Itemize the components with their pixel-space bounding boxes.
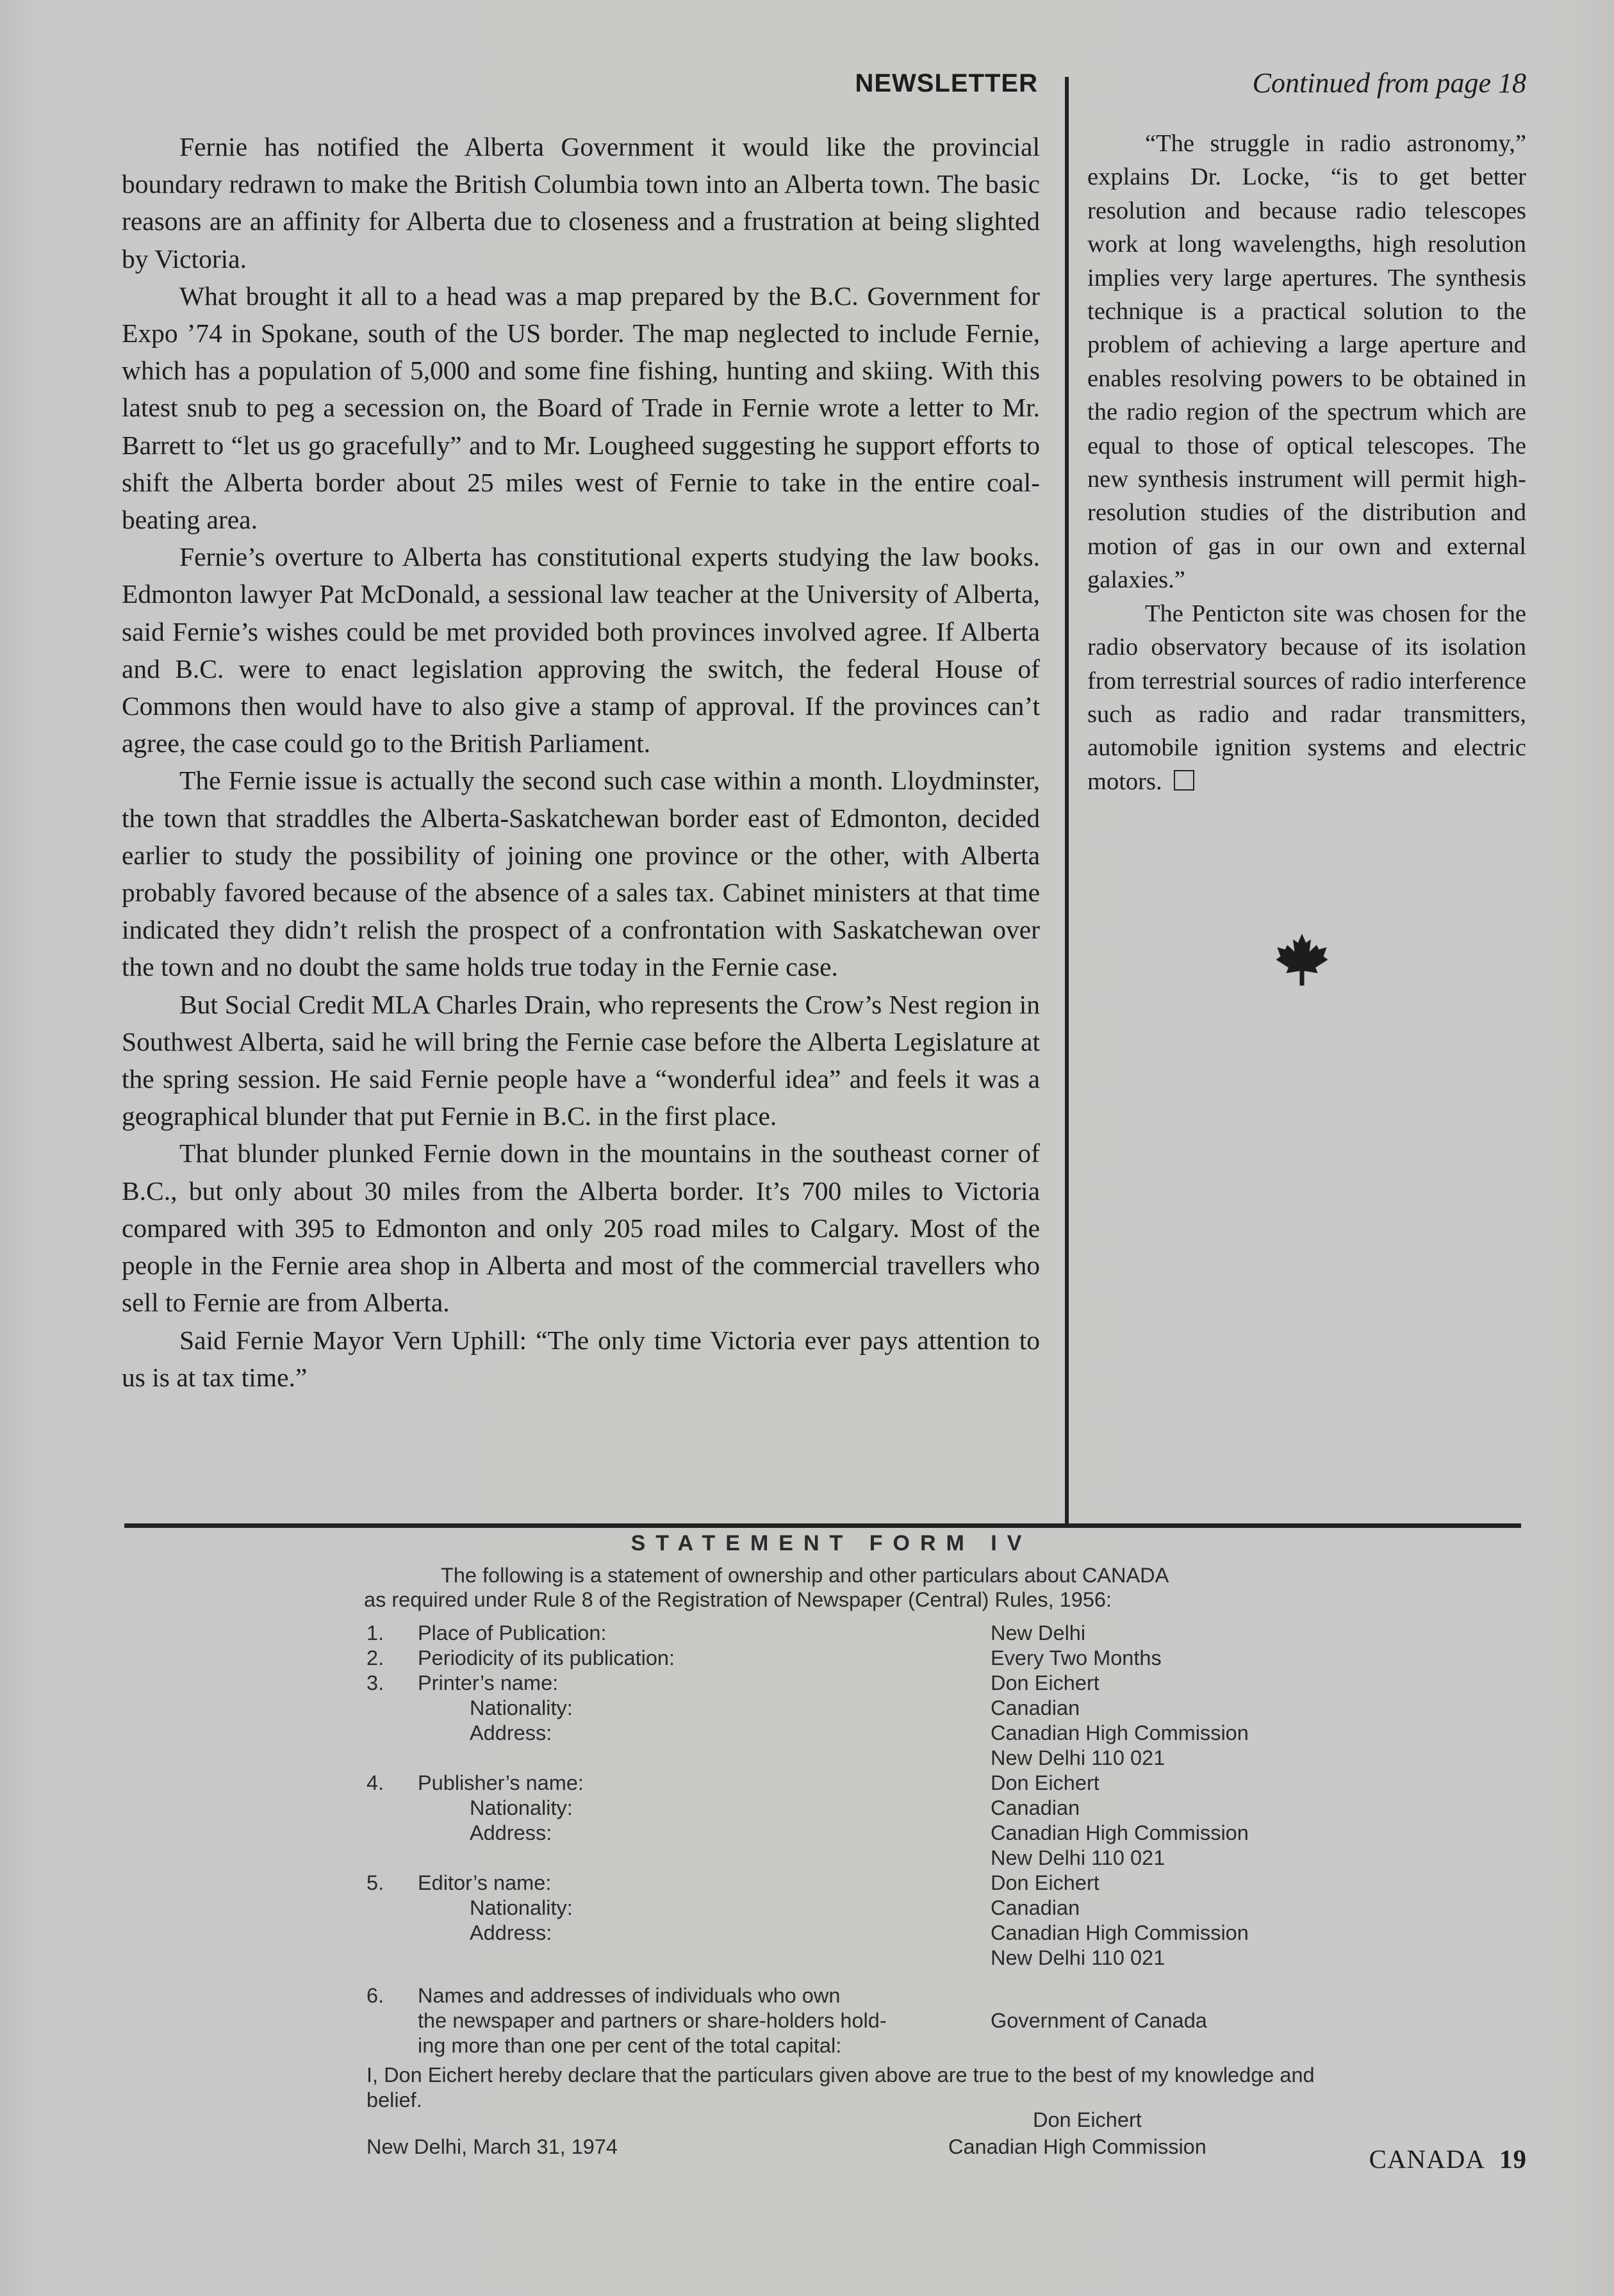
left-article-column [122,128,1040,1396]
right-article-column [1087,127,1526,798]
article-paragraph: What brought it all to a head was a map prepared by the B.C. Government for Expo ’74 in Spokane, south of the US border. The map neglected to include Fernie, which has a population of 5,000 and some fine fishing, hunting and skiing. With this latest snub to peg a secession on, the Board of Trade in Fernie wrote a letter to Mr. Barrett to “let us go gracefully” and to Mr. Lougheed suggesting he support efforts to shift the Alberta border about 25 miles west of Fernie to take in the entire coal-beating area. [122,281,1040,535]
item-label: Printer’s name: [418,1671,559,1694]
statement-item [0,1671,1614,1696]
place-and-date: New Delhi, March 31, 1974 [366,2135,618,2158]
statement-subitem [0,1746,1614,1771]
continued-note: Continued from page 18 [1252,67,1526,99]
article-paragraph: That blunder plunked Fernie down in the mountains in the southeast corner of B.C., but only about 30 miles from the Alberta border. It’s 700 miles to Victoria compared with 395 to Edmonton and only 205 road miles to Calgary. Most of the people in the Fernie area shop in Alberta and most of the commercial travellers who sell to Fernie are from Alberta. [122,1138,1040,1318]
signatory-office: Canadian High Commission [948,2135,1206,2158]
section-divider [124,1523,1521,1528]
item-value: Every Two Months [991,1646,1162,1669]
statement-subitem [0,1946,1614,1971]
address-value: New Delhi 110 021 [991,1746,1165,1769]
item-label: the newspaper and partners or share-holders hold- [418,2009,887,2032]
item-number: 5. [366,1871,384,1894]
declaration-text: I, Don Eichert hereby declare that the particulars given above are true to the best of my knowledge and belief. [366,2063,1315,2112]
item-value: New Delhi [991,1621,1086,1644]
section-heading: NEWSLETTER [855,69,1038,97]
statement-subitem [0,1846,1614,1871]
item-value: Don Eichert [991,1771,1099,1794]
item-label: Names and addresses of individuals who own [418,1984,841,2007]
address-value: New Delhi 110 021 [991,1946,1165,1969]
address-value: Canadian High Commission [991,1821,1249,1844]
nationality-label: Nationality: [470,1896,573,1919]
statement-subitem [0,1821,1614,1846]
article-paragraph: Fernie’s overture to Alberta has constitutional experts studying the law books. Edmonton lawyer Pat McDonald, a sessional law teacher at the University of Alberta, said Fernie’s wishes could be met provided both provinces involved agree. If Alberta and B.C. were to enact legislation approving the switch, the federal House of Commons then would have to also give a stamp of approval. If the provinces can’t agree, the case could go to the British Parliament. [122,542,1040,758]
item-label: ing more than one per cent of the total capital: [418,2034,842,2057]
item-value: Don Eichert [991,1871,1099,1894]
address-value: Canadian High Commission [991,1721,1249,1744]
article-paragraph: Said Fernie Mayor Vern Uphill: “The only time Victoria ever pays attention to us is at tax time.” [122,1325,1040,1392]
statement-subitem [0,1696,1614,1721]
address-value: Canadian High Commission [991,1921,1249,1944]
item-number: 3. [366,1671,384,1694]
address-label: Address: [470,1821,552,1844]
statement-subitem [0,1796,1614,1821]
statement-item [0,1646,1614,1671]
statement-subitem [0,1921,1614,1946]
maple-leaf-icon [1274,931,1330,988]
address-label: Address: [470,1921,552,1944]
end-mark-icon [1174,770,1194,791]
address-label: Address: [470,1721,552,1744]
statement-title: STATEMENT FORM IV [630,1531,1032,1555]
column-divider [1065,77,1069,1523]
statement-item-line [0,2033,1614,2058]
magazine-name: CANADA [1369,2144,1485,2174]
item-label: Periodicity of its publication: [418,1646,675,1669]
item-number: 6. [366,1984,384,2007]
statement-item [0,1771,1614,1796]
nationality-value: Canadian [991,1696,1080,1719]
item-value: Don Eichert [991,1671,1099,1694]
item-label: Publisher’s name: [418,1771,584,1794]
nationality-value: Canadian [991,1796,1080,1819]
item-label: Place of Publication: [418,1621,607,1644]
signatory-name: Don Eichert [1033,2108,1142,2131]
article-paragraph: “The struggle in radio astronomy,” explains Dr. Locke, “is to get better resolution and because radio telescopes work at long wavelengths, high resolution implies very large apertures. The synthesis technique is a practical solution to the problem of achieving a large aperture and enables resolving powers to be obtained in the radio region of the spectrum which are equal to those of optical telescopes. The new synthesis instrument will permit high-resolution studies of the distribution and motion of gas in our own and external galaxies.” [1087,130,1526,594]
item-number: 1. [366,1621,384,1644]
article-paragraph [1087,597,1526,798]
page-footer [1369,2144,1527,2174]
statement-item [0,1871,1614,1896]
page-number: 19 [1499,2144,1527,2174]
statement-item-line [0,2008,1614,2033]
statement-item [0,1621,1614,1646]
nationality-label: Nationality: [470,1796,573,1819]
article-paragraph: Fernie has notified the Alberta Government it would like the provincial boundary redrawn to make the British Columbia town into an Alberta town. The basic reasons are an affinity for Alberta due to closeness and a frustration at being slighted by Victoria. [122,132,1040,274]
item-label: Editor’s name: [418,1871,552,1894]
nationality-value: Canadian [991,1896,1080,1919]
statement-intro: The following is a statement of ownership and other particulars about CANADA [441,1564,1169,1587]
statement-item [0,1983,1614,2008]
nationality-label: Nationality: [470,1696,573,1719]
article-paragraph: But Social Credit MLA Charles Drain, who represents the Crow’s Nest region in Southwest Alberta, said he will bring the Fernie case before the Alberta Legislature at the spring session. He said Fernie people have a “wonderful idea” and feels it was a geographical blunder that put Fernie in B.C. in the first place. [122,989,1040,1131]
statement-subitem [0,1896,1614,1921]
statement-intro: as required under Rule 8 of the Registration of Newspaper (Central) Rules, 1956: [364,1588,1112,1611]
statement-subitem [0,1721,1614,1746]
item-value: Government of Canada [991,2009,1207,2032]
address-value: New Delhi 110 021 [991,1846,1165,1869]
article-paragraph-text: The Penticton site was chosen for the radio observatory because of its isolation from terrestrial sources of radio interference such as radio and radar transmitters, automobile ignition systems and electric motors. [1087,600,1526,795]
item-number: 4. [366,1771,384,1794]
article-paragraph: The Fernie issue is actually the second such case within a month. Lloydminster, the town that straddles the Alberta-Saskatchewan border east of Edmonton, decided earlier to study the possibility of joining one province or the other, with Alberta probably favored because of the absence of a sales tax. Cabinet ministers at that time indicated they didn’t relish the prospect of a confrontation with Saskatchewan over the town and no doubt the same holds true today in the Fernie case. [122,766,1040,982]
item-number: 2. [366,1646,384,1669]
